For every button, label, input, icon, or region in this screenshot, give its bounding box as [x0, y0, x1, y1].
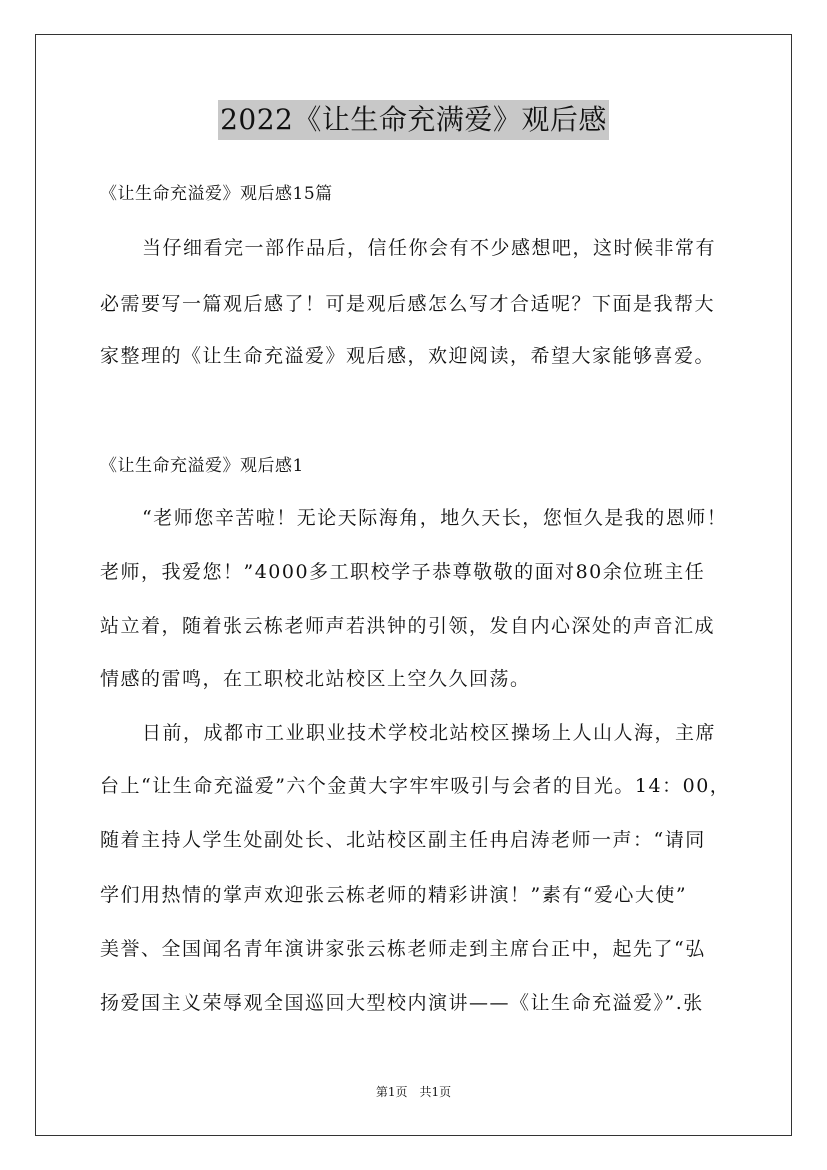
paragraph-line: 情感的雷鸣，在工职校北站校区上空久久回荡。: [100, 668, 531, 690]
paragraph-line: 扬爱国主义荣辱观全国巡回大型校内演讲——《让生命充溢爱》”.张: [100, 992, 704, 1014]
paragraph-line: 台上“让生命充溢爱”六个金黄大字牢牢吸引与会者的目光。14：00，: [100, 775, 731, 797]
section-heading: 《让生命充溢爱》观后感1: [100, 456, 304, 476]
paragraph-line: 美誉、全国闻名青年演讲家张云栋老师走到主席台正中，起先了“弘: [100, 938, 706, 960]
paragraph-line: 站立着，随着张云栋老师声若洪钟的引领，发自内心深处的声音汇成: [100, 615, 716, 637]
page-footer: 第1页 共1页: [375, 1085, 452, 1099]
intro-line: 必需要写一篇观后感了！可是观后感怎么写才合适呢？下面是我帮大: [100, 293, 716, 315]
title-container: [0, 100, 827, 140]
paragraph-line: 学们用热情的掌声欢迎张云栋老师的精彩讲演！”素有“爱心大使”: [100, 884, 688, 906]
paragraph-line: 随着主持人学生处副处长、北站校区副主任冉启涛老师一声：“请同: [100, 829, 706, 851]
paragraph-line: “老师您辛苦啦！无论天际海角，地久天长，您恒久是我的恩师！: [142, 507, 728, 529]
document-subtitle: 《让生命充溢爱》观后感15篇: [100, 184, 333, 204]
intro-line: 当仔细看完一部作品后，信任你会有不少感想吧，这时候非常有: [142, 237, 717, 259]
document-title: 2022《让生命充满爱》观后感: [218, 100, 609, 140]
paragraph-line: 日前，成都市工业职业技术学校北站校区操场上人山人海，主席: [142, 722, 717, 744]
paragraph-line: 老师，我爱您！”4000多工职校学子恭尊敬敬的面对80余位班主任: [100, 561, 706, 583]
intro-line: 家整理的《让生命充溢爱》观后感，欢迎阅读，希望大家能够喜爱。: [100, 345, 716, 367]
